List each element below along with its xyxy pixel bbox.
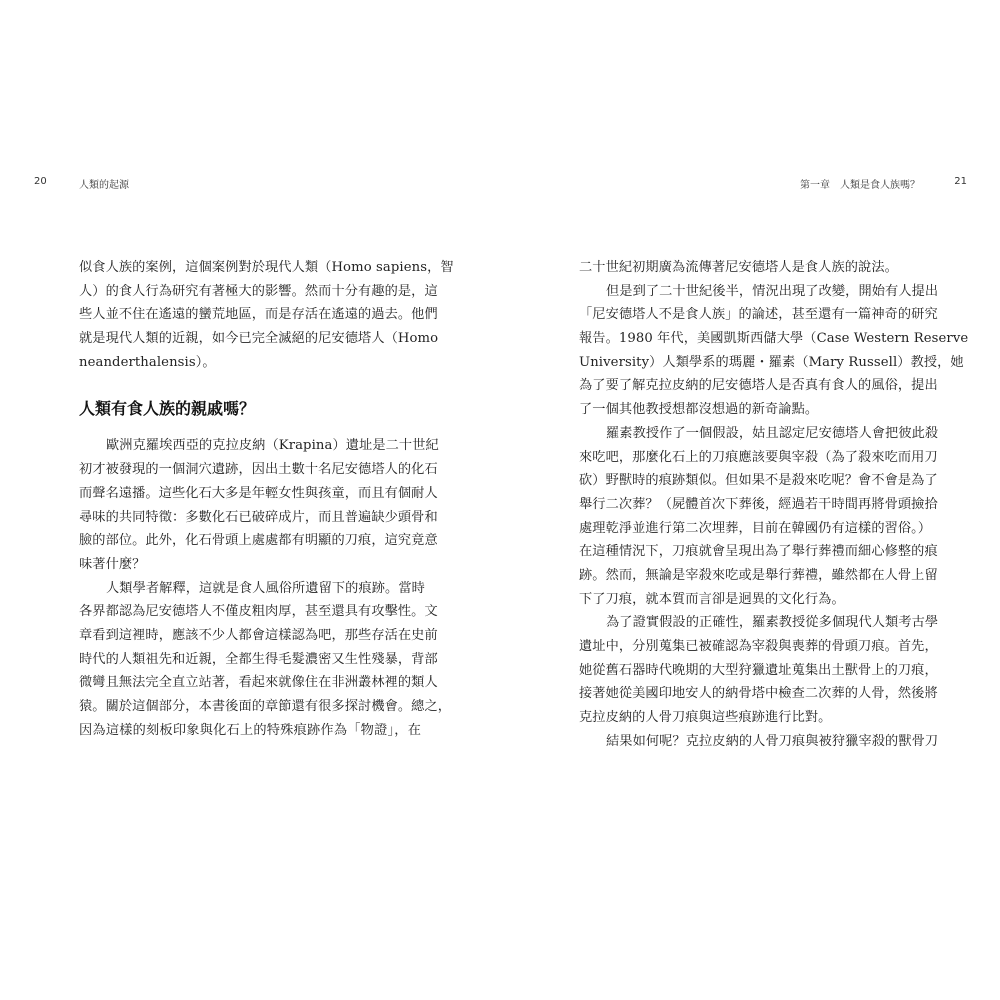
- body-line: 報告。1980 年代，美國凱斯西儲大學（Case Western Reserve: [579, 331, 969, 347]
- body-line: 人）的食人行為研究有著極大的影響。然而十分有趣的是，這: [79, 283, 438, 299]
- body-line: 就是現代人類的近親，如今已完全滅絕的尼安德塔人（Homo: [79, 331, 439, 347]
- body-line: 克拉皮納的人骨刀痕與這些痕跡進行比對。: [579, 710, 832, 726]
- body-line: 舉行二次葬？（屍體首次下葬後，經過若干時間再將骨頭撿拾: [579, 496, 938, 512]
- body-line: 因為這樣的刻板印象與化石上的特殊痕跡作為「物證」，在: [79, 722, 421, 738]
- body-line: 接著她從美國印地安人的納骨塔中檢查二次葬的人骨，然後將: [579, 686, 938, 702]
- left-page-number: 20: [34, 176, 47, 187]
- body-line: 味著什麼？: [79, 556, 146, 572]
- body-line: neanderthalensis）。: [79, 354, 216, 370]
- body-line: 猿。關於這個部分，本書後面的章節還有很多探討機會。總之，: [79, 699, 452, 714]
- body-line: 羅素教授作了一個假設，姑且認定尼安德塔人會把彼此殺: [606, 425, 939, 441]
- body-line: 時代的人類祖先和近親，全都生得毛髮濃密又生性殘暴，背部: [79, 651, 438, 667]
- body-line: 下了刀痕，就本質而言卻是迥異的文化行為。: [579, 591, 845, 607]
- body-line: 結果如何呢？克拉皮納的人骨刀痕與被狩獵宰殺的獸骨刀: [606, 733, 939, 749]
- body-line: 人類學者解釋，這就是食人風俗所遺留下的痕跡。當時: [106, 580, 425, 596]
- right-page-number: 21: [954, 176, 967, 187]
- body-line: 歐洲克羅埃西亞的克拉皮納（Krapina）遺址是二十世紀: [106, 438, 439, 454]
- left-page-body: [79, 256, 454, 742]
- body-line: 砍）野獸時的痕跡類似。但如果不是殺來吃呢？會不會是為了: [579, 473, 938, 489]
- body-line: 她從舊石器時代晚期的大型狩獵遺址蒐集出土獸骨上的刀痕，: [579, 662, 938, 678]
- body-line: 處理乾淨並進行第二次埋葬，目前在韓國仍有這樣的習俗。）: [579, 520, 932, 536]
- body-line: 為了要了解克拉皮納的尼安德塔人是否真有食人的風俗，提出: [579, 378, 938, 394]
- body-line: 微彎且無法完全直立站著，看起來就像住在非洲叢林裡的類人: [79, 675, 438, 691]
- body-line: 些人並不住在遙遠的蠻荒地區，而是存活在遙遠的過去。他們: [79, 307, 438, 323]
- body-line: University）人類學系的瑪麗・羅素（Mary Russell）教授，她: [579, 354, 964, 370]
- body-line: 似食人族的案例，這個案例對於現代人類（Homo sapiens，智: [79, 260, 454, 275]
- body-line: 初才被發現的一個洞穴遺跡，因出土數十名尼安德塔人的化石: [79, 462, 438, 478]
- body-line: 但是到了二十世紀後半，情況出現了改變，開始有人提出: [606, 283, 939, 299]
- body-line: 二十世紀初期廣為流傳著尼安德塔人是食人族的說法。: [579, 260, 898, 275]
- body-line: 來吃吧，那麼化石上的刀痕應該要與宰殺（為了殺來吃而用刀: [579, 449, 938, 465]
- body-line: 各界都認為尼安德塔人不僅皮粗肉厚，甚至還具有攻擊性。文: [79, 604, 438, 620]
- left-running-head: 人類的起源: [79, 180, 129, 191]
- body-line: 「尼安德塔人不是食人族」的論述，甚至還有一篇神奇的研究: [579, 307, 938, 323]
- body-line: 了一個其他教授想都沒想過的新奇論點。: [579, 402, 819, 418]
- body-line: 章看到這裡時，應該不少人都會這樣認為吧，那些存活在史前: [79, 627, 438, 643]
- body-line: 尋味的共同特徵：多數化石已破碎成片，而且普遍缺少頭骨和: [79, 509, 438, 525]
- section-heading: 人類有食人族的親戚嗎？: [79, 399, 256, 419]
- body-line: 在這種情況下，刀痕就會呈現出為了舉行葬禮而細心修整的痕: [579, 544, 938, 560]
- body-line: 而聲名遠播。這些化石大多是年輕女性與孩童，而且有個耐人: [79, 485, 438, 501]
- right-page-body: [579, 256, 969, 753]
- body-line: 臉的部位。此外，化石骨頭上處處都有明顯的刀痕，這究竟意: [79, 533, 438, 549]
- body-line: 為了證實假設的正確性，羅素教授從多個現代人類考古學: [606, 615, 939, 631]
- body-line: 遺址中，分別蒐集已被確認為宰殺與喪葬的骨頭刀痕。首先，: [579, 639, 938, 654]
- body-line: 跡。然而，無論是宰殺來吃或是舉行葬禮，雖然都在人骨上留: [579, 567, 938, 583]
- right-running-head: 第一章 人類是食人族嗎？: [800, 180, 920, 191]
